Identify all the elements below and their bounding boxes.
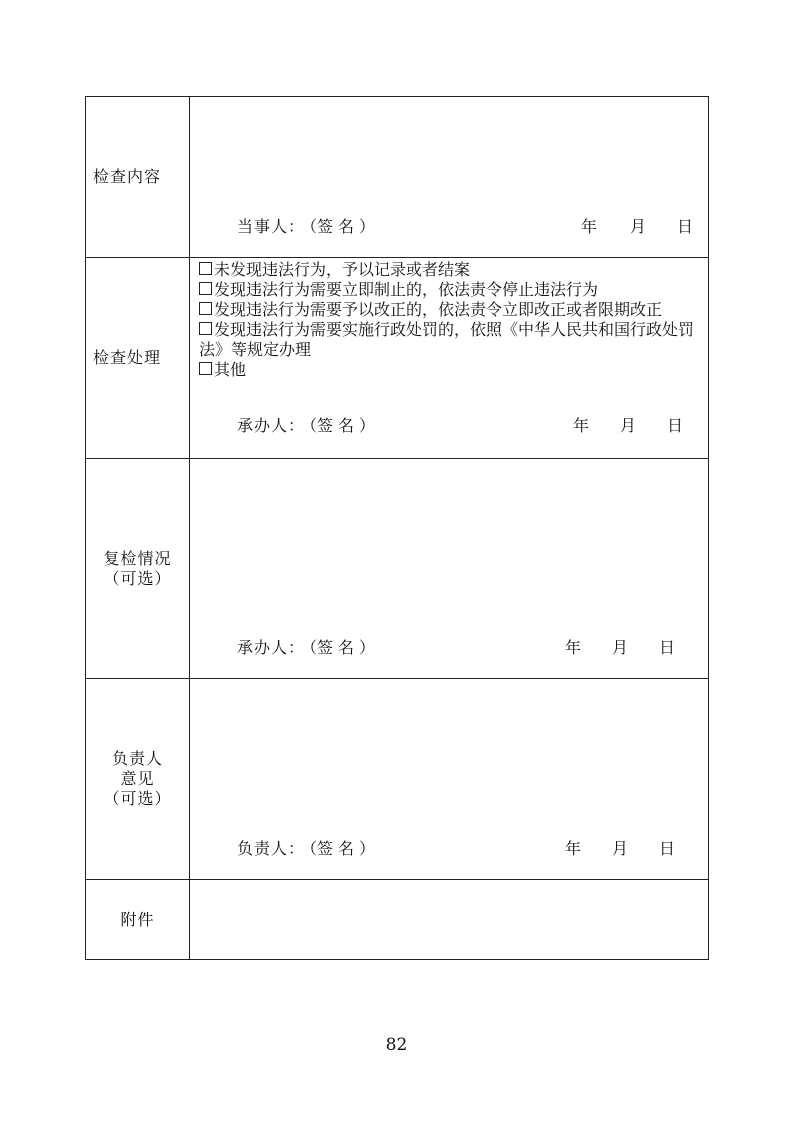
date-month: 月 [612,638,629,657]
handling-option[interactable] [199,360,704,380]
date-month: 月 [620,416,637,435]
checkbox[interactable] [199,322,212,335]
label-inspection-handling-text: 检查处理 [93,348,162,367]
inspection-record-table [85,96,709,960]
label-inspection-handling [86,258,190,458]
handling-option-text: 其他 [214,360,247,379]
label-attachments-text: 附件 [120,909,155,929]
paren-close: ） [359,638,376,657]
content-reinspection[interactable] [190,459,708,678]
date-year: 年 [573,416,590,435]
label-inspection-content-text: 检查内容 [93,167,162,186]
label-attachments [86,880,190,959]
paren-close: ） [359,839,376,858]
label-supervisor-line1: 负责人 [111,749,163,768]
row-inspection-handling [86,258,708,459]
handling-option[interactable] [199,300,704,320]
date-year: 年 [581,217,598,236]
supervisor-signature-line [237,839,375,859]
content-supervisor-opinion[interactable] [190,679,708,879]
date-day: 日 [659,638,676,657]
page-number: 82 [385,1035,408,1055]
label-supervisor-line3: （可选） [103,789,172,808]
signature-hint: 签名 [317,839,360,858]
handling-option-text: 发现违法行为需要立即制止的，依法责令停止违法行为 [214,280,599,299]
handler-signature-label: 承办人： [237,416,306,435]
content-inspection-handling [190,258,708,458]
label-reinspection [86,459,190,678]
checkbox[interactable] [199,282,212,295]
paren-close: ） [359,217,376,236]
party-signature-line [237,217,375,237]
date-month: 月 [612,839,629,858]
date-year: 年 [565,839,582,858]
paren-open: （ [309,638,318,657]
checkbox[interactable] [199,362,212,375]
row-attachments [86,880,708,959]
handler-signature-line [237,416,375,436]
row-reinspection [86,459,708,679]
paren-open: （ [309,839,318,858]
row-supervisor-opinion [86,679,708,880]
paren-open: （ [309,217,318,236]
handling-option-text: 发现违法行为需要实施行政处罚的，依照《中华人民共和国行政处罚法》等规定办理 [199,320,695,359]
date-year: 年 [565,638,582,657]
label-reinspection-line1: 复检情况 [103,548,172,568]
reinspection-signature-line [237,638,375,658]
signature-hint: 签名 [317,416,360,435]
row-inspection-content [86,97,708,258]
signature-hint: 签名 [317,638,360,657]
date-day: 日 [667,416,684,435]
handling-option[interactable] [199,320,704,360]
supervisor-signature-label: 负责人： [237,839,306,858]
signature-hint: 签名 [317,217,360,236]
content-inspection-content[interactable] [190,97,708,257]
label-supervisor-opinion [86,679,190,879]
handling-options [199,260,704,380]
paren-open: （ [309,416,318,435]
date-month: 月 [630,217,647,236]
paren-close: ） [359,416,376,435]
checkbox[interactable] [199,262,212,275]
content-attachments[interactable] [190,880,708,959]
label-supervisor-line2: 意见 [120,769,155,788]
checkbox[interactable] [199,302,212,315]
label-inspection-content [86,97,190,257]
date-day: 日 [677,217,694,236]
handling-option[interactable] [199,260,704,280]
handling-option-text: 未发现违法行为，予以记录或者结案 [214,260,471,279]
handling-option-text: 发现违法行为需要予以改正的，依法责令立即改正或者限期改正 [214,300,663,319]
reinspection-signature-label: 承办人： [237,638,306,657]
label-reinspection-line2: （可选） [103,568,172,588]
date-day: 日 [659,839,676,858]
handling-option[interactable] [199,280,704,300]
party-signature-label: 当事人： [237,217,306,236]
